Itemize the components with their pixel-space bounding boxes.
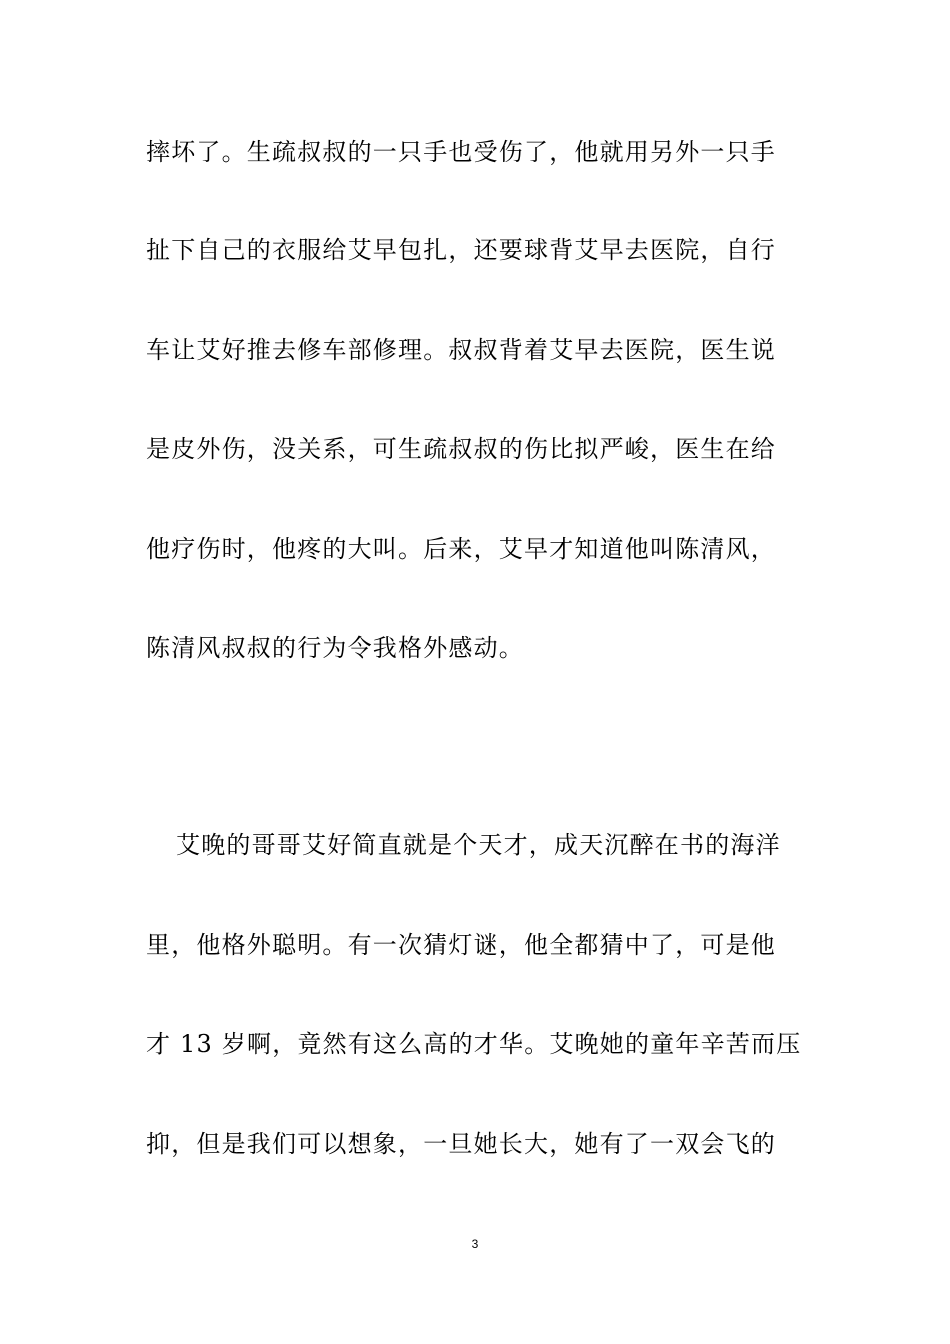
- paragraph-2-line-1: 艾晚的哥哥艾好简直就是个天才，成天沉醉在书的海洋: [176, 831, 781, 859]
- paragraph-1-line-1: 摔坏了。生疏叔叔的一只手也受伤了，他就用另外一只手: [146, 138, 776, 166]
- paragraph-1-line-5: 他疗伤时，他疼的大叫。后来，艾早才知道他叫陈清风，: [146, 535, 776, 563]
- paragraph-2-line-3: 才 13 岁啊，竟然有这么高的才华。艾晚她的童年辛苦而压: [146, 1030, 802, 1058]
- paragraph-1-line-2: 扯下自己的衣服给艾早包扎，还要球背艾早去医院，自行: [146, 236, 776, 264]
- paragraph-2-line-4: 抑，但是我们可以想象，一旦她长大，她有了一双会飞的: [146, 1130, 776, 1158]
- paragraph-1-line-4: 是皮外伤，没关系，可生疏叔叔的伤比拟严峻，医生在给: [146, 435, 776, 463]
- page-number: 3: [471, 1237, 479, 1251]
- paragraph-1-line-6: 陈清风叔叔的行为令我格外感动。: [146, 634, 524, 662]
- paragraph-1-line-3: 车让艾好推去修车部修理。叔叔背着艾早去医院，医生说: [146, 336, 776, 364]
- paragraph-2-line-2: 里，他格外聪明。有一次猜灯谜，他全都猜中了，可是他: [146, 931, 776, 959]
